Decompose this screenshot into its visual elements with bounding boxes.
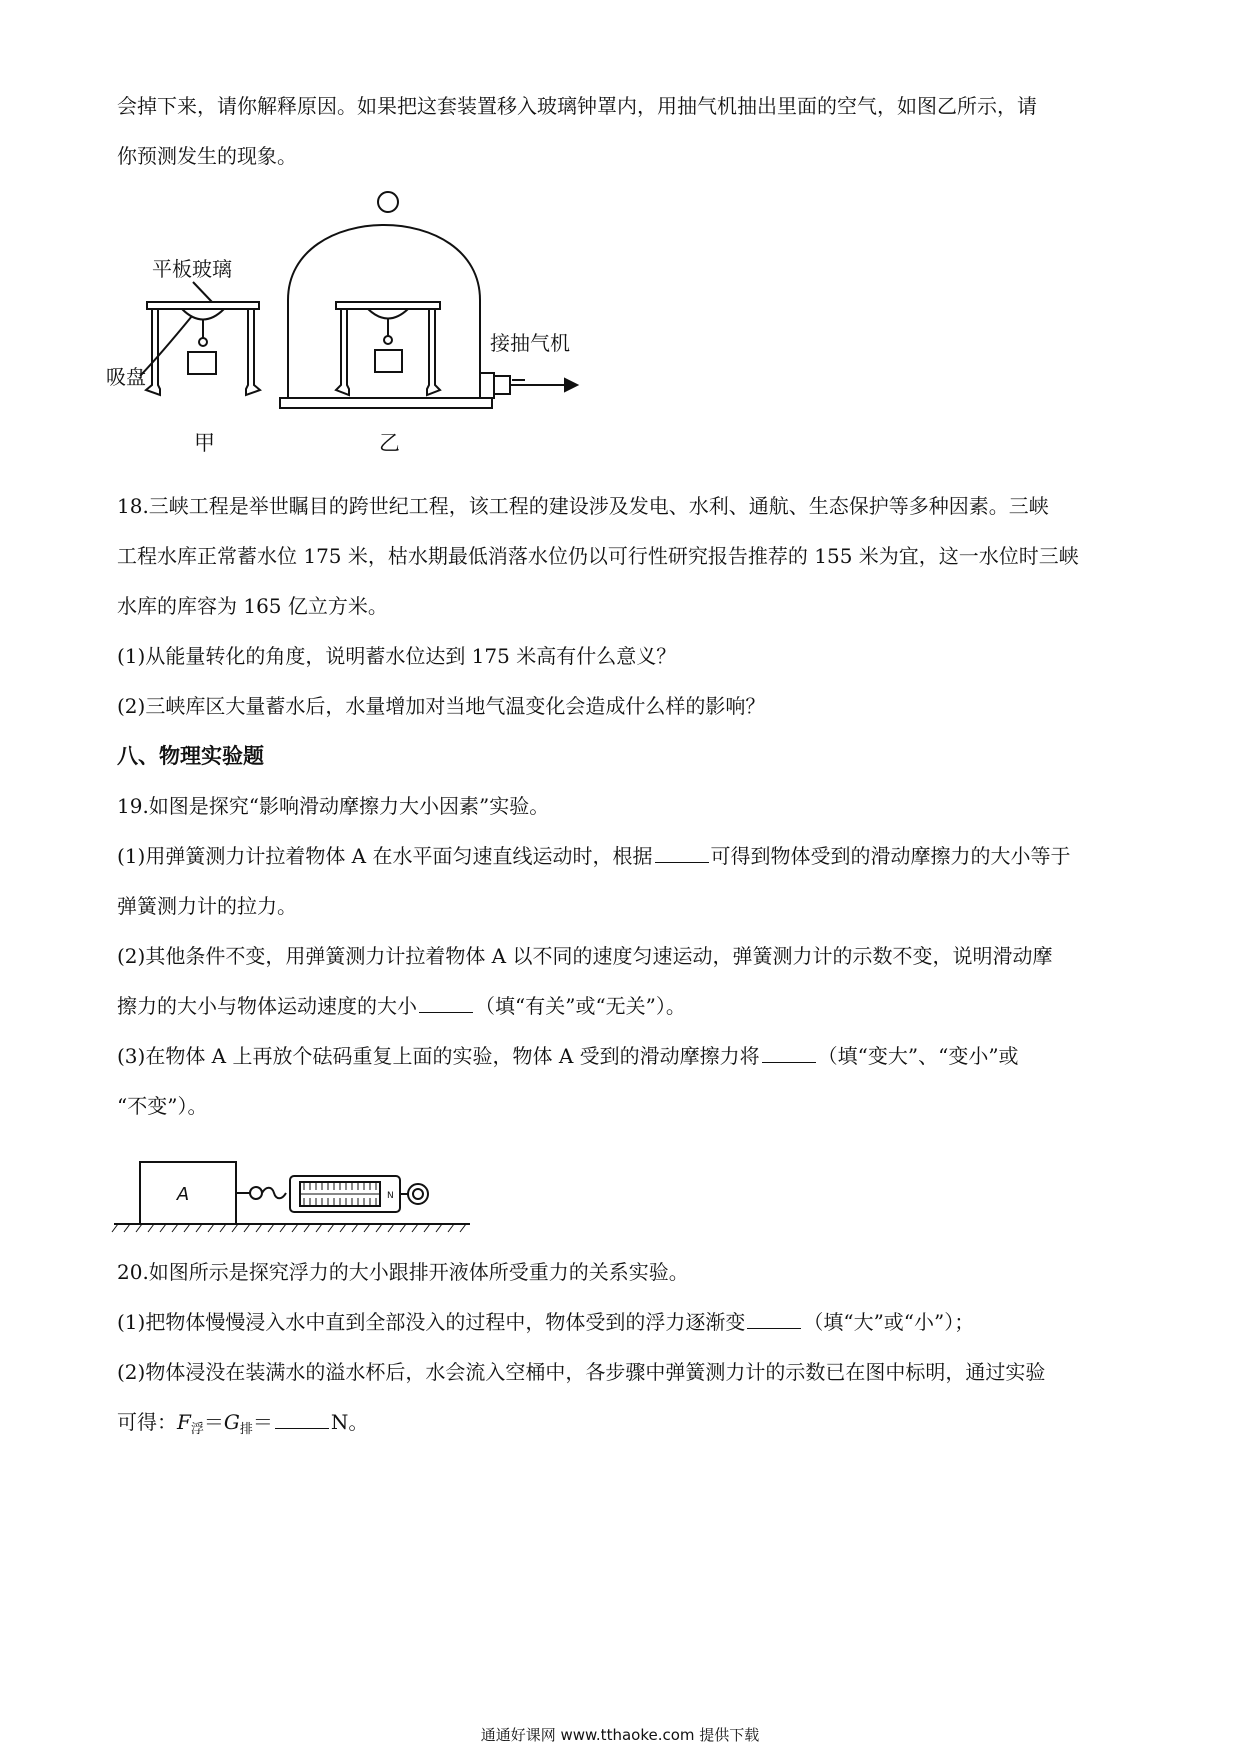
buoyant-force-subscript: 浮: [190, 1422, 204, 1437]
q19-s1-part-b: 可得到物体受到的滑动摩擦力的大小等于: [710, 844, 1071, 868]
q20-s1-part-a: (1)把物体慢慢浸入水中直到全部没入的过程中，物体受到的浮力逐渐变: [117, 1310, 746, 1334]
q18-line-1: 18.三峡工程是举世瞩目的跨世纪工程，该工程的建设涉及发电、水利、通航、生态保护等多种因素。三峡: [117, 494, 1049, 518]
scale-unit-label: N: [387, 1191, 394, 1201]
q18-line-3: 水库的库容为 165 亿立方米。: [117, 594, 388, 618]
caption-jia: 甲: [194, 431, 215, 455]
answer-blank[interactable]: [655, 844, 709, 863]
q19-sub-1: [117, 842, 1132, 870]
q19-sub-3-line-2: “不变”）。: [117, 1094, 208, 1118]
equals-sign: ＝: [203, 1410, 224, 1434]
section-heading: 八、物理实验题: [117, 744, 264, 768]
q18-sub-2: (2)三峡库区大量蓄水后，水量增加对当地气温变化会造成什么样的影响？: [117, 694, 766, 718]
displaced-weight-symbol: G: [223, 1410, 240, 1434]
q19-s3-part-b: （填“变大”、“变小”或: [817, 1044, 1019, 1068]
label-to-pump: 接抽气机: [490, 331, 570, 355]
page-footer: 通通好课网 www.tthaoke.com 提供下载: [480, 1726, 760, 1744]
displaced-weight-subscript: 排: [239, 1422, 253, 1437]
q19-sub-2-line-2: [117, 992, 1132, 1020]
answer-blank[interactable]: [762, 1044, 816, 1063]
q19-s2-part-b: 擦力的大小与物体运动速度的大小: [117, 994, 417, 1018]
unit-newton: N。: [330, 1410, 369, 1434]
label-suction-cup: 吸盘: [106, 365, 146, 389]
block-a-label: A: [176, 1184, 190, 1205]
answer-blank[interactable]: [419, 994, 473, 1013]
q20-sub-2-line-2: [117, 1408, 1132, 1444]
q19-sub-2-line-1: (2)其他条件不变，用弹簧测力计拉着物体 A 以不同的速度匀速运动，弹簧测力计的示数不变，说明滑动摩: [117, 944, 1053, 968]
q20-stem: 20.如图所示是探究浮力的大小跟排开液体所受重力的关系实验。: [117, 1260, 689, 1284]
q19-s3-part-a: (3)在物体 A 上再放个砝码重复上面的实验，物体 A 受到的滑动摩擦力将: [117, 1044, 760, 1068]
answer-blank[interactable]: [747, 1310, 801, 1329]
q18-sub-1: (1)从能量转化的角度，说明蓄水位达到 175 米高有什么意义？: [117, 644, 677, 668]
q17-line-1: 会掉下来，请你解释原因。如果把这套装置移入玻璃钟罩内，用抽气机抽出里面的空气，如图乙所示，请: [117, 94, 1037, 118]
label-flat-glass: 平板玻璃: [152, 257, 232, 281]
q19-s2-part-c: （填“有关”或“无关”）。: [475, 994, 686, 1018]
q19-s1-part-c: 弹簧测力计的拉力。: [117, 894, 297, 918]
answer-blank[interactable]: [275, 1410, 329, 1429]
q20-s2-part-b: 可得：: [117, 1410, 177, 1434]
q19-s1-part-a: (1)用弹簧测力计拉着物体 A 在水平面匀速直线运动时，根据: [117, 844, 653, 868]
q19-sub-3-line-1: [117, 1042, 1132, 1070]
q20-sub-1: [117, 1308, 1132, 1336]
caption-yi: 乙: [379, 431, 400, 455]
figure-suction-cup-experiment: [100, 180, 660, 460]
q19-stem: 19.如图是探究“影响滑动摩擦力大小因素”实验。: [117, 794, 550, 818]
figure-friction-experiment: [110, 1150, 490, 1240]
buoyant-force-symbol: F: [177, 1410, 191, 1434]
equals-sign: ＝: [252, 1410, 273, 1434]
q17-line-2: 你预测发生的现象。: [117, 144, 297, 168]
q18-line-2: 工程水库正常蓄水位 175 米，枯水期最低消落水位仍以可行性研究报告推荐的 155 米为宜，这一水位时三峡: [117, 544, 1079, 568]
q20-sub-2-line-1: (2)物体浸没在装满水的溢水杯后，水会流入空桶中，各步骤中弹簧测力计的示数已在图中标明，通过实验: [117, 1360, 1046, 1384]
q20-s1-part-b: （填“大”或“小”）；: [803, 1310, 975, 1334]
